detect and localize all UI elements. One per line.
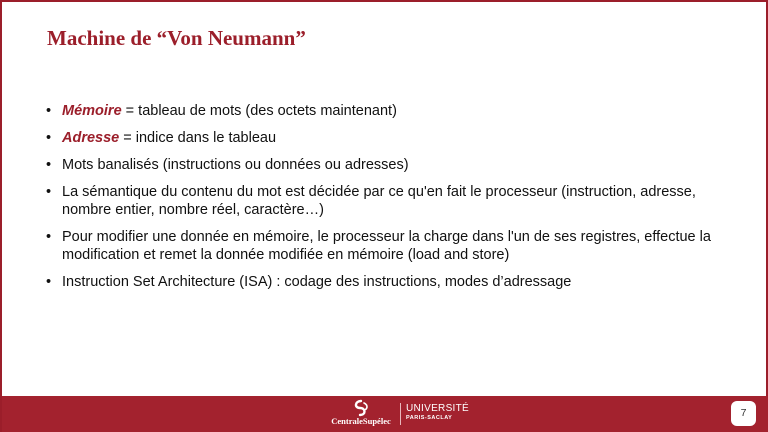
bullet-text: Pour modifier une donnée en mémoire, le processeur la charge dans l'un de ses registres, effectue la modification et remet la donnée modifiée en mémoire (load and store): [62, 229, 711, 263]
page-number: 7: [731, 401, 756, 426]
bullet-item: [46, 273, 736, 291]
centralesupelec-emblem-icon: [350, 399, 372, 417]
centralesupelec-logo: [326, 399, 396, 429]
bullet-text: = tableau de mots (des octets maintenant): [121, 103, 397, 119]
bullet-text: Mots banalisés (instructions ou données ou adresses): [62, 157, 409, 173]
footer-bar: [2, 396, 768, 432]
bullet-keyword: Mémoire: [62, 103, 122, 119]
universite-text: UNIVERSITÉ: [406, 403, 470, 414]
bullet-text: = indice dans le tableau: [119, 130, 277, 146]
bullet-item: [46, 183, 736, 219]
paris-saclay-logo: [406, 404, 469, 422]
slide-title: Machine de “Von Neumann”: [47, 26, 306, 50]
bullet-item: [46, 129, 736, 147]
paris-saclay-text: PARIS-SACLAY: [406, 415, 453, 421]
logo-divider: [400, 403, 401, 425]
bullet-text: La sémantique du contenu du mot est décidée par ce qu'en fait le processeur (instruction, adresse, nombre entier, nombre réel, caractère…): [62, 184, 696, 218]
bullet-item: [46, 102, 736, 120]
bullet-item: [46, 228, 736, 264]
bullet-list: [46, 102, 736, 300]
bullet-keyword: Adresse: [62, 130, 120, 146]
bullet-text: Instruction Set Architecture (ISA) : codage des instructions, modes d’adressage: [62, 274, 572, 290]
centralesupelec-text: CentraleSupélec: [331, 416, 391, 426]
bullet-item: [46, 156, 736, 174]
